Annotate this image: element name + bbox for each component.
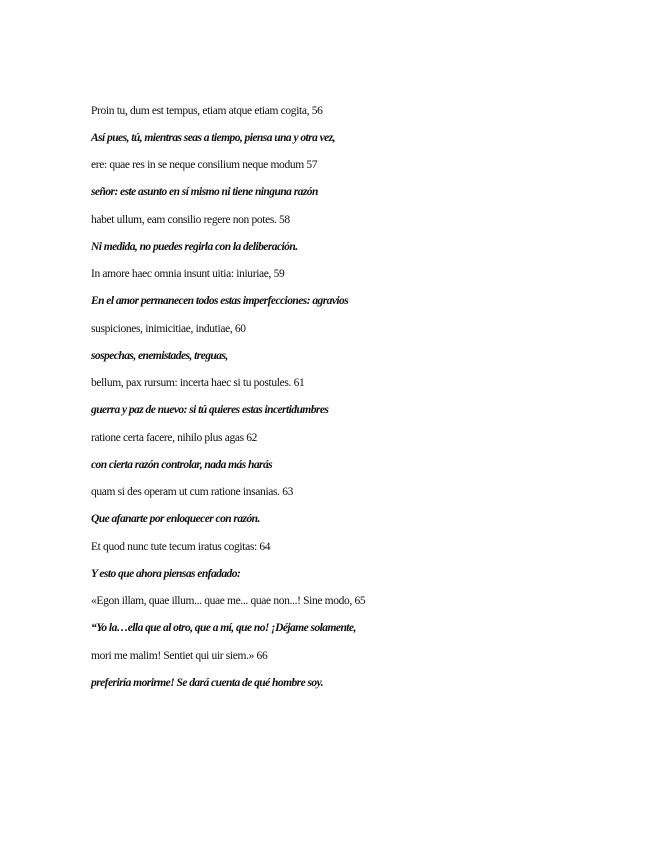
latin-verse-56: Proin tu, dum est tempus, etiam atque etiam cogita, 56 (91, 105, 323, 117)
latin-verse-60: suspiciones, inimicitiae, indutiae, 60 (91, 323, 246, 335)
spanish-translation-61: guerra y paz de nuevo: si tú quieres estas incertidumbres (91, 404, 329, 416)
spanish-translation-63: Que afanarte por enloquecer con razón. (91, 513, 260, 525)
latin-verse-62: ratione certa facere, nihilo plus agas 62 (91, 432, 258, 444)
spanish-translation-59: En el amor permanecen todos estas imperfecciones: agravios (91, 295, 349, 307)
spanish-translation-66: preferiría morirme! Se dará cuenta de qué hombre soy. (91, 677, 324, 689)
latin-verse-57: ere: quae res in se neque consilium neque modum 57 (91, 159, 318, 171)
spanish-translation-65: “Yo la…ella que al otro, que a mí, que no! ¡Déjame solamente, (91, 622, 356, 634)
latin-verse-66: mori me malim! Sentiet qui uir siem.» 66 (91, 650, 268, 662)
latin-verse-65: «Egon illam, quae illum... quae me... quae non...! Sine modo, 65 (91, 595, 366, 607)
spanish-translation-56: Así pues, tú, mientras seas a tiempo, piensa una y otra vez, (91, 132, 335, 144)
latin-verse-59: In amore haec omnia insunt uitia: iniuriae, 59 (91, 268, 285, 280)
latin-verse-58: habet ullum, eam consilio regere non potes. 58 (91, 214, 290, 226)
latin-verse-63: quam si des operam ut cum ratione insanias. 63 (91, 486, 294, 498)
spanish-translation-64: Y esto que ahora piensas enfadado: (91, 568, 241, 580)
spanish-translation-60: sospechas, enemistades, treguas, (91, 350, 228, 362)
latin-verse-64: Et quod nunc tute tecum iratus cogitas: 64 (91, 541, 271, 553)
spanish-translation-57: señor: este asunto en sí mismo ni tiene ninguna razón (91, 186, 318, 198)
latin-verse-61: bellum, pax rursum: incerta haec si tu postules. 61 (91, 377, 305, 389)
spanish-translation-62: con cierta razón controlar, nada más harás (91, 459, 273, 471)
spanish-translation-58: Ni medida, no puedes regirla con la deliberación. (91, 241, 298, 253)
